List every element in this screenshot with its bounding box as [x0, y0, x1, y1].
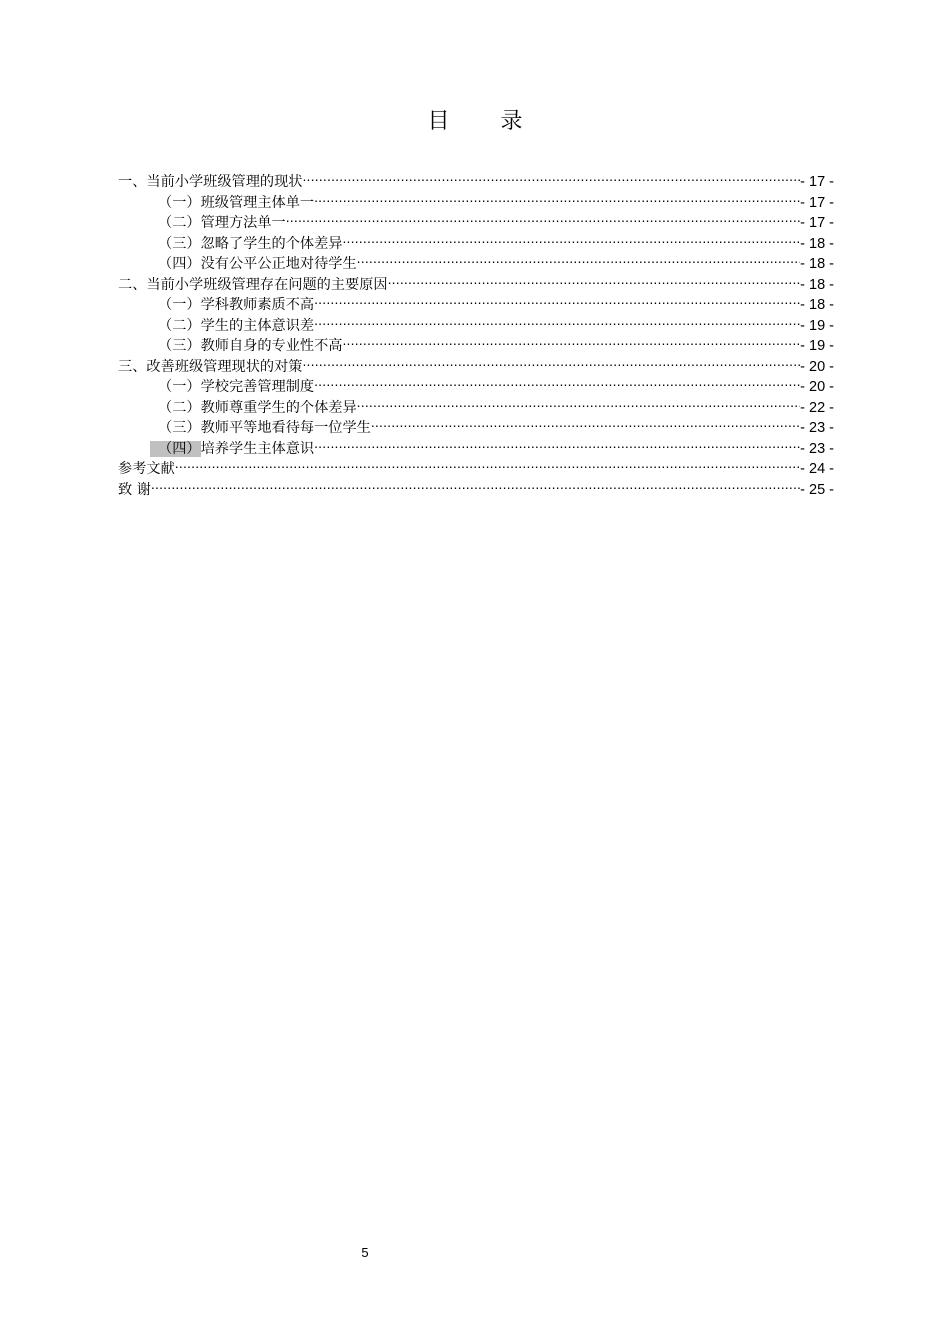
toc-entry[interactable] — [118, 474, 834, 498]
toc-entry-label-text: 培养学生主体意识 — [200, 440, 315, 457]
toc-dot-leader — [314, 433, 800, 453]
toc-entry-page: - 20 - — [800, 358, 834, 375]
toc-entry-label — [118, 357, 302, 377]
toc-entry-label-text: 一、当前小学班级管理的现状 — [118, 174, 303, 190]
toc-entry-page: - 22 - — [800, 399, 834, 416]
toc-dot-leader — [342, 330, 800, 350]
toc-entry-page: - 19 - — [800, 338, 834, 354]
toc-dot-leader — [371, 412, 800, 432]
toc-dot-leader — [286, 207, 800, 227]
toc-entry-label — [158, 316, 314, 336]
toc-dot-leader — [151, 474, 800, 494]
toc-entry-label-text: （二）管理方法单一 — [158, 215, 286, 231]
page-title: 目 录 — [427, 109, 545, 134]
toc-dot-leader — [342, 228, 800, 248]
toc-entry-page: - 18 - — [800, 235, 834, 252]
toc-entry-label-text: （二）教师尊重学生的个体差异 — [158, 399, 357, 416]
toc-entry-label-highlight: （四） — [150, 441, 201, 457]
toc-entry-page: - 25 - — [800, 481, 834, 498]
toc-entry-label — [158, 254, 357, 274]
toc-dot-leader — [175, 453, 800, 473]
toc-entry-label-text: （一）学科教师素质不高 — [158, 297, 315, 313]
toc-dot-leader — [357, 248, 801, 268]
toc-dot-leader — [314, 310, 800, 330]
toc-entry-label-text: （二）学生的主体意识差 — [158, 317, 315, 334]
toc-entry-page: - 23 - — [800, 420, 834, 436]
toc-entry-page: - 18 - — [800, 256, 834, 272]
toc-entry-label — [158, 398, 357, 418]
toc-entry-label-text: 致 谢 — [118, 481, 151, 498]
toc-dot-leader — [302, 351, 800, 371]
toc-entry-page: - 24 - — [800, 461, 834, 477]
toc-entry-label-text: 二、当前小学班级管理存在问题的主要原因 — [118, 276, 388, 293]
toc-entry-label — [158, 377, 314, 397]
toc-dot-leader — [302, 166, 800, 186]
toc-entry-label-text: 三、改善班级管理现状的对策 — [118, 358, 303, 375]
toc-dot-leader — [314, 187, 800, 207]
toc-entry-page: - 17 - — [800, 215, 834, 231]
toc-dot-leader — [357, 392, 801, 412]
toc-entry-label-text: 参考文献 — [118, 461, 175, 477]
toc-entry-label-text: （三）教师自身的专业性不高 — [158, 338, 343, 354]
toc-dot-leader — [388, 269, 801, 289]
toc-entry-label — [158, 213, 286, 233]
toc-entry-label-text: （三）教师平等地看待每一位学生 — [158, 420, 371, 436]
toc-entry[interactable] — [118, 453, 834, 477]
toc-entry-page: - 18 - — [800, 276, 834, 293]
toc-entry-page: - 23 - — [800, 440, 834, 457]
toc-entry-label-text: （一）学校完善管理制度 — [158, 379, 315, 395]
toc-entry-label-text: （一）班级管理主体单一 — [158, 194, 315, 211]
table-of-contents — [118, 166, 834, 498]
toc-dot-leader — [314, 289, 800, 309]
toc-entry-label-text: （四）没有公平公正地对待学生 — [158, 256, 357, 272]
toc-dot-leader — [314, 371, 800, 391]
toc-entry-label — [118, 172, 302, 192]
toc-entry-label — [158, 295, 314, 315]
toc-entry-page: - 18 - — [800, 297, 834, 313]
toc-entry-page: - 19 - — [800, 317, 834, 334]
toc-entry-page: - 17 - — [800, 194, 834, 211]
page-number: 5 — [361, 1245, 369, 1260]
toc-entry-page: - 20 - — [800, 379, 834, 395]
toc-entry-label — [158, 234, 342, 254]
toc-entry[interactable] — [118, 166, 834, 190]
toc-entry-label — [118, 480, 151, 500]
toc-entry-page: - 17 - — [800, 174, 834, 190]
toc-entry-label-text: （三）忽略了学生的个体差异 — [158, 235, 343, 252]
